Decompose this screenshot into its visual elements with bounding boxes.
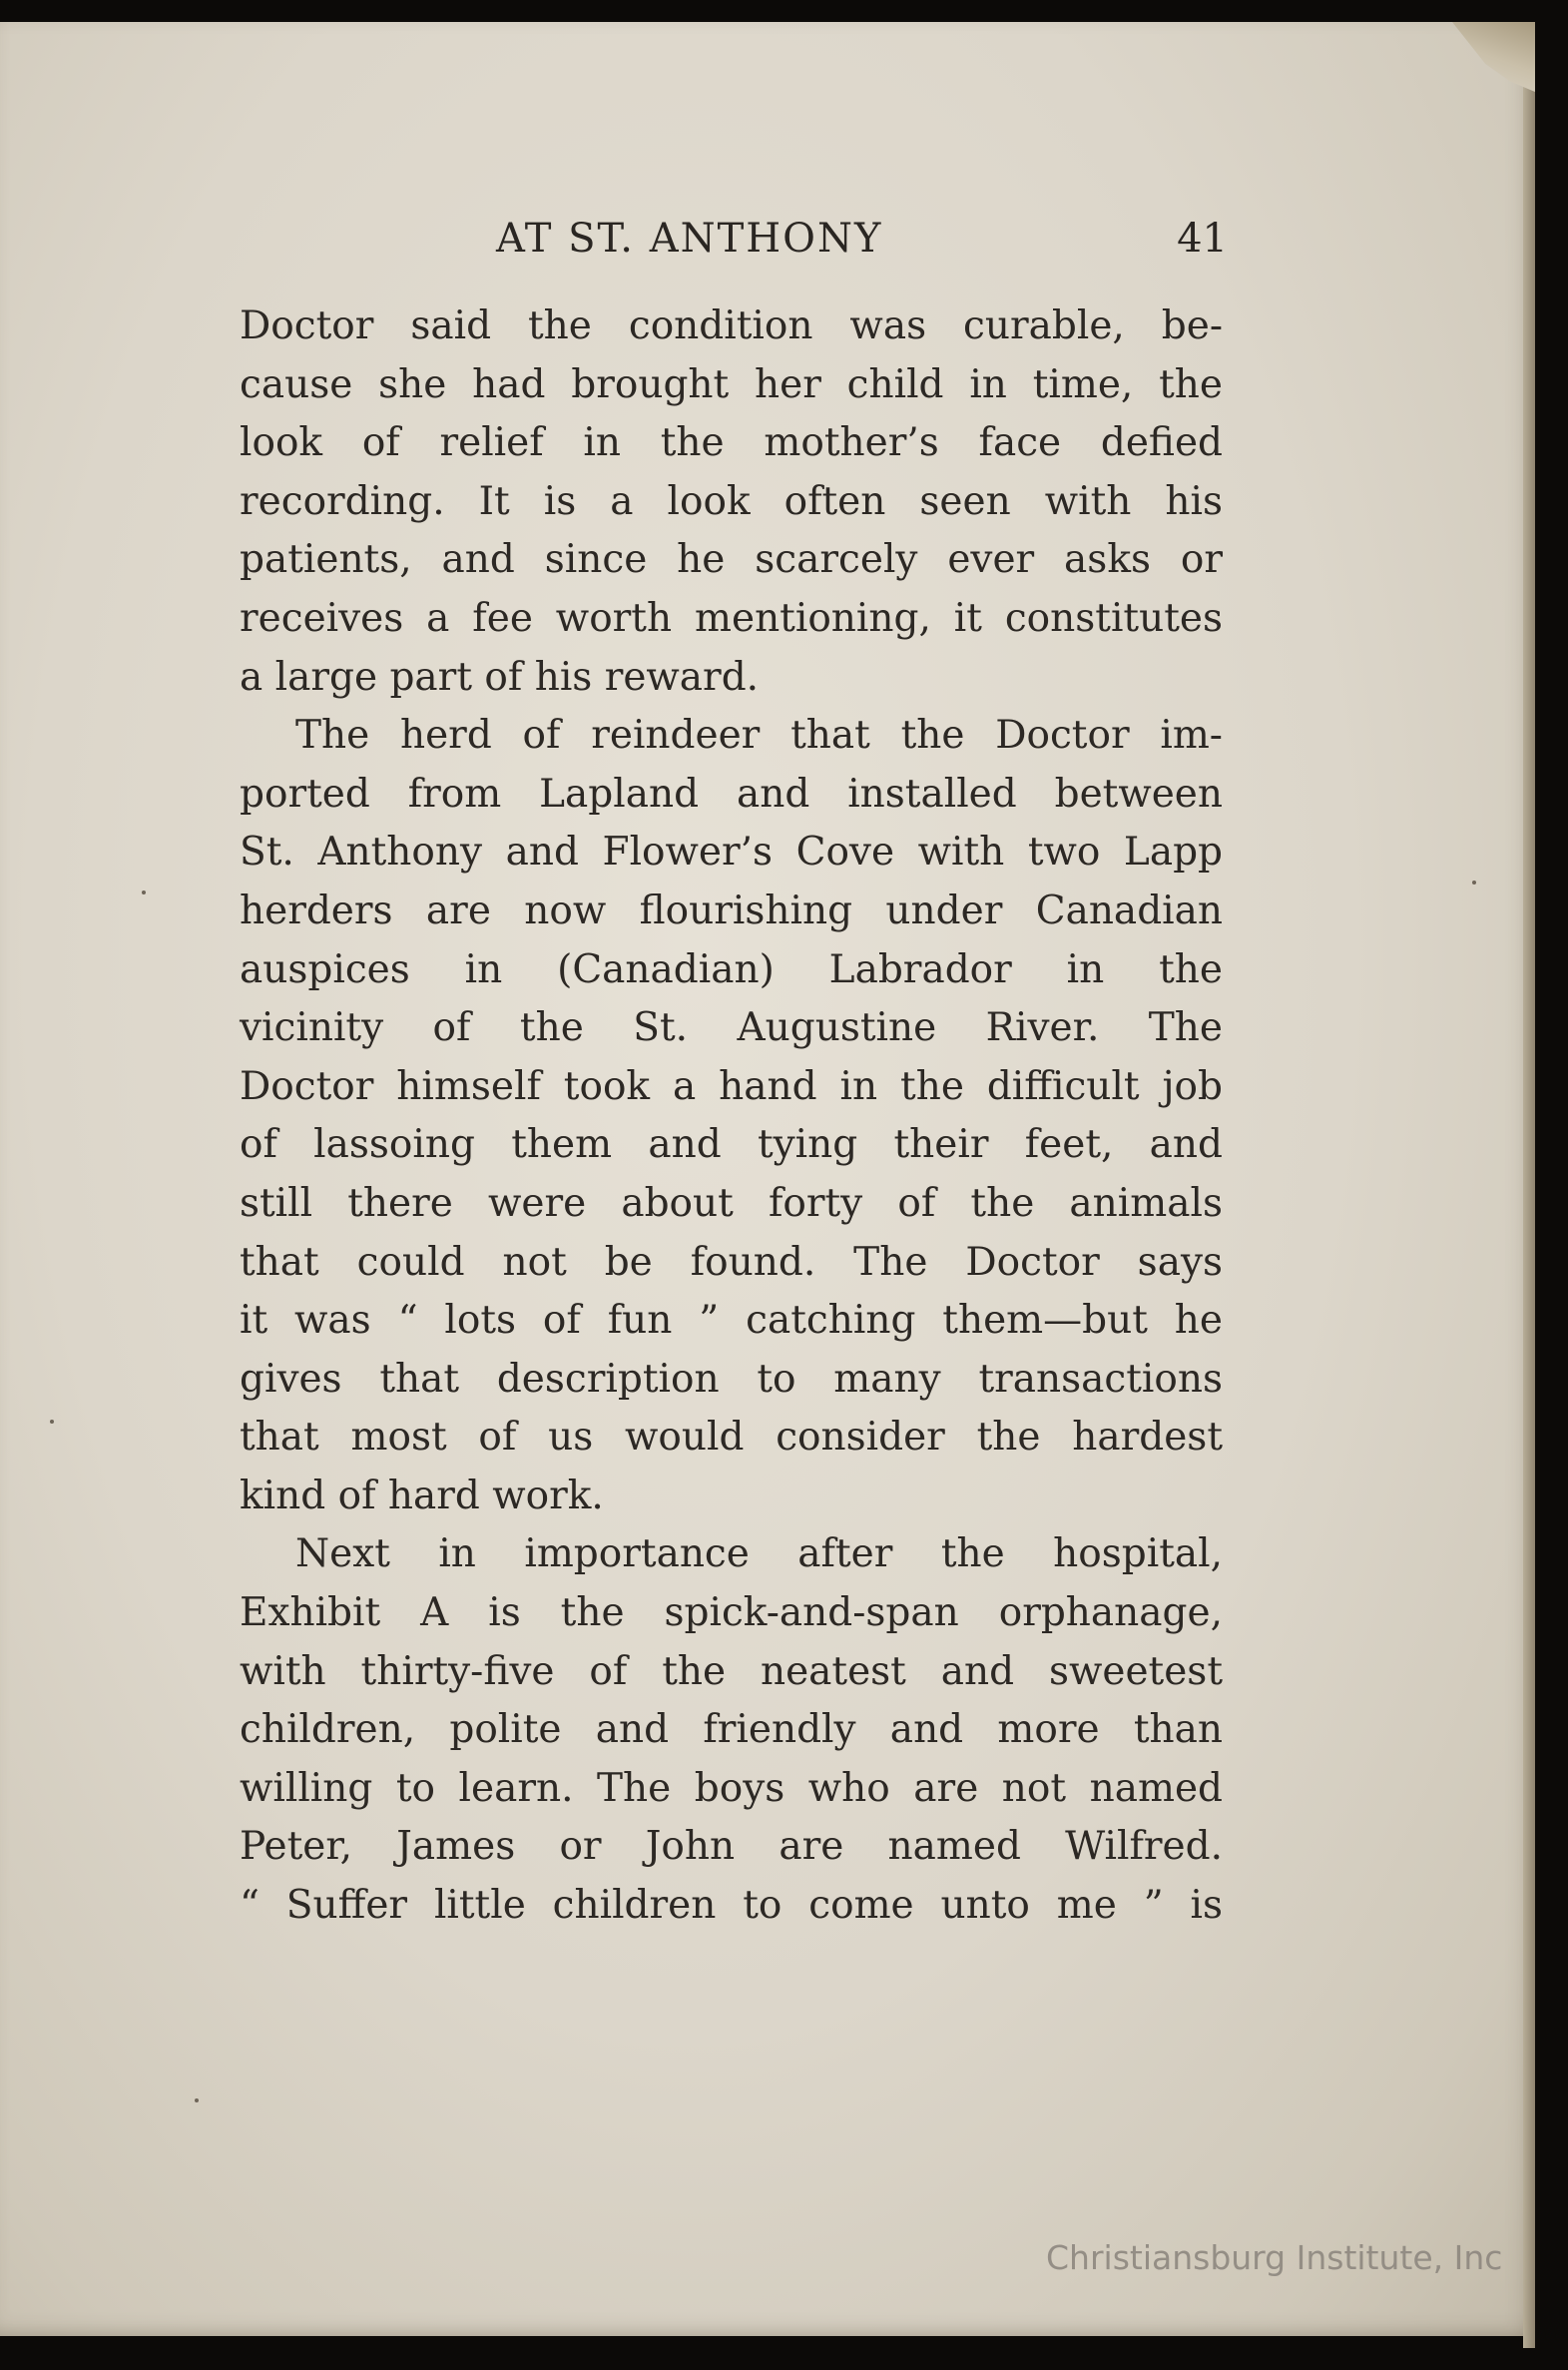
text-line: ported from Lapland and installed between <box>240 771 1223 817</box>
text-line: Peter, James or John are named Wilfred. <box>240 1824 1223 1870</box>
text-line: kind of hard work. <box>240 1473 604 1518</box>
text-line: that most of us would consider the hardest <box>240 1415 1223 1461</box>
text-line: it was “ lots of fun ” catching them—but he <box>240 1298 1223 1344</box>
text-line: Exhibit A is the spick-and-span orphanage, <box>240 1590 1223 1636</box>
running-head <box>240 216 1228 276</box>
page-edge <box>1523 62 1535 2348</box>
running-head-title: AT ST. ANTHONY <box>496 216 883 262</box>
paper-speck <box>50 1420 54 1424</box>
text-line: receives a fee worth mentioning, it constitutes <box>240 595 1223 641</box>
text-line: “ Suffer little children to come unto me ” is <box>240 1883 1223 1929</box>
text-line: The herd of reindeer that the Doctor im- <box>295 713 1223 759</box>
text-line: auspices in (Canadian) Labrador in the <box>240 946 1223 992</box>
text-line: Next in importance after the hospital, <box>295 1531 1223 1577</box>
paragraph-1 <box>240 297 1223 707</box>
body-text <box>240 297 1223 1936</box>
text-line: a large part of his reward. <box>240 654 760 700</box>
text-line: of lassoing them and tying their feet, and <box>240 1122 1223 1168</box>
text-line: St. Anthony and Flower’s Cove with two Lapp <box>240 830 1223 876</box>
text-line: vicinity of the St. Augustine River. The <box>240 1005 1223 1051</box>
paper-speck <box>1472 881 1476 885</box>
watermark: Christiansburg Institute, Inc <box>1046 2238 1503 2277</box>
text-line: willing to learn. The boys who are not named <box>240 1765 1223 1811</box>
text-line: children, polite and friendly and more than <box>240 1707 1223 1753</box>
text-line: gives that description to many transactions <box>240 1356 1223 1402</box>
text-line: that could not be found. The Doctor says <box>240 1239 1223 1285</box>
paper-speck <box>142 890 146 894</box>
text-line: herders are now flourishing under Canadian <box>240 888 1223 933</box>
paragraph-2 <box>240 707 1223 1525</box>
text-line: Doctor himself took a hand in the difficult job <box>240 1063 1223 1109</box>
text-line: still there were about forty of the animals <box>240 1180 1223 1226</box>
text-line: Doctor said the condition was curable, be- <box>240 303 1223 348</box>
paper-speck <box>195 2098 199 2102</box>
text-line: recording. It is a look often seen with his <box>240 478 1223 524</box>
text-line: look of relief in the mother’s face defied <box>240 420 1223 466</box>
paragraph-3 <box>240 1525 1223 1935</box>
text-line: with thirty-five of the neatest and sweetest <box>240 1648 1223 1694</box>
text-line: cause she had brought her child in time, the <box>240 361 1223 407</box>
text-line: patients, and since he scarcely ever asks or <box>240 537 1223 583</box>
page-number: 41 <box>1177 216 1228 262</box>
